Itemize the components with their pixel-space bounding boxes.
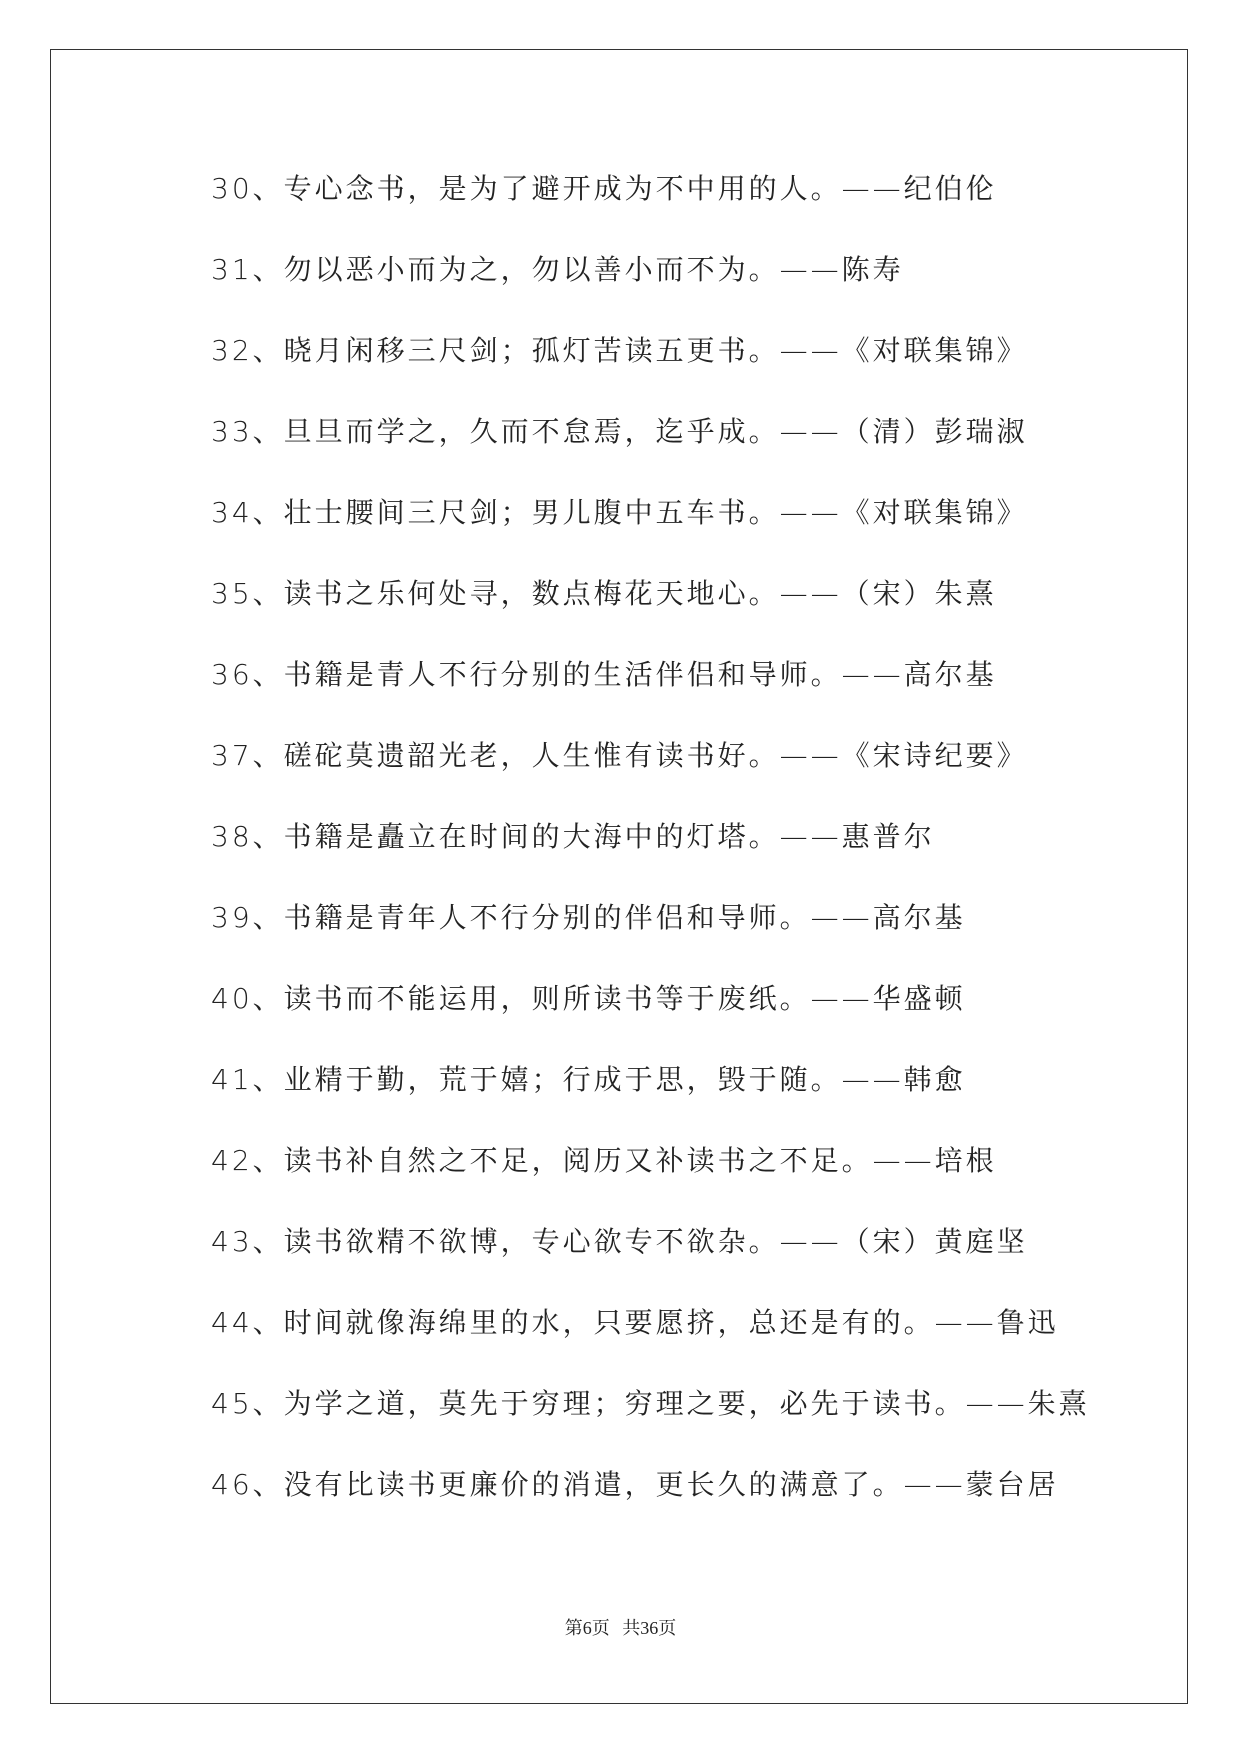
quote-38: 38、书籍是矗立在时间的大海中的灯塔。——惠普尔 [211, 820, 935, 853]
quote-45: 45、为学之道，莫先于穷理；穷理之要，必先于读书。——朱熹 [211, 1387, 1090, 1420]
quote-41: 41、业精于勤，荒于嬉；行成于思，毁于随。——韩愈 [211, 1063, 966, 1096]
current-page-label: 第6页 [564, 1618, 610, 1638]
total-pages-label: 共36页 [622, 1618, 677, 1638]
quote-36: 36、书籍是青人不行分别的生活伴侣和导师。——高尔基 [211, 658, 997, 691]
quote-44: 44、时间就像海绵里的水，只要愿挤，总还是有的。——鲁迅 [211, 1306, 1059, 1339]
quote-32: 32、晓月闲移三尺剑；孤灯苦读五更书。——《对联集锦》 [211, 334, 1028, 367]
quote-31: 31、勿以恶小而为之，勿以善小而不为。——陈寿 [211, 253, 904, 286]
quote-37: 37、磋砣莫遗韶光老，人生惟有读书好。——《宋诗纪要》 [211, 739, 1028, 772]
quote-39: 39、书籍是青年人不行分别的伴侣和导师。——高尔基 [211, 901, 966, 934]
quote-35: 35、读书之乐何处寻，数点梅花天地心。——（宋）朱熹 [211, 577, 997, 610]
quote-43: 43、读书欲精不欲博，专心欲专不欲杂。——（宋）黄庭坚 [211, 1225, 1028, 1258]
quote-42: 42、读书补自然之不足，阅历又补读书之不足。——培根 [211, 1144, 997, 1177]
quote-40: 40、读书而不能运用，则所读书等于废纸。——华盛顿 [211, 982, 966, 1015]
quote-list [211, 162, 1090, 1539]
page-footer [0, 1614, 1241, 1640]
quote-46: 46、没有比读书更廉价的消遣，更长久的满意了。——蒙台居 [211, 1468, 1059, 1501]
quote-33: 33、旦旦而学之，久而不怠焉，迄乎成。——（清）彭瑞淑 [211, 415, 1028, 448]
quote-34: 34、壮士腰间三尺剑；男儿腹中五车书。——《对联集锦》 [211, 496, 1028, 529]
quote-30: 30、专心念书，是为了避开成为不中用的人。——纪伯伦 [211, 172, 997, 205]
